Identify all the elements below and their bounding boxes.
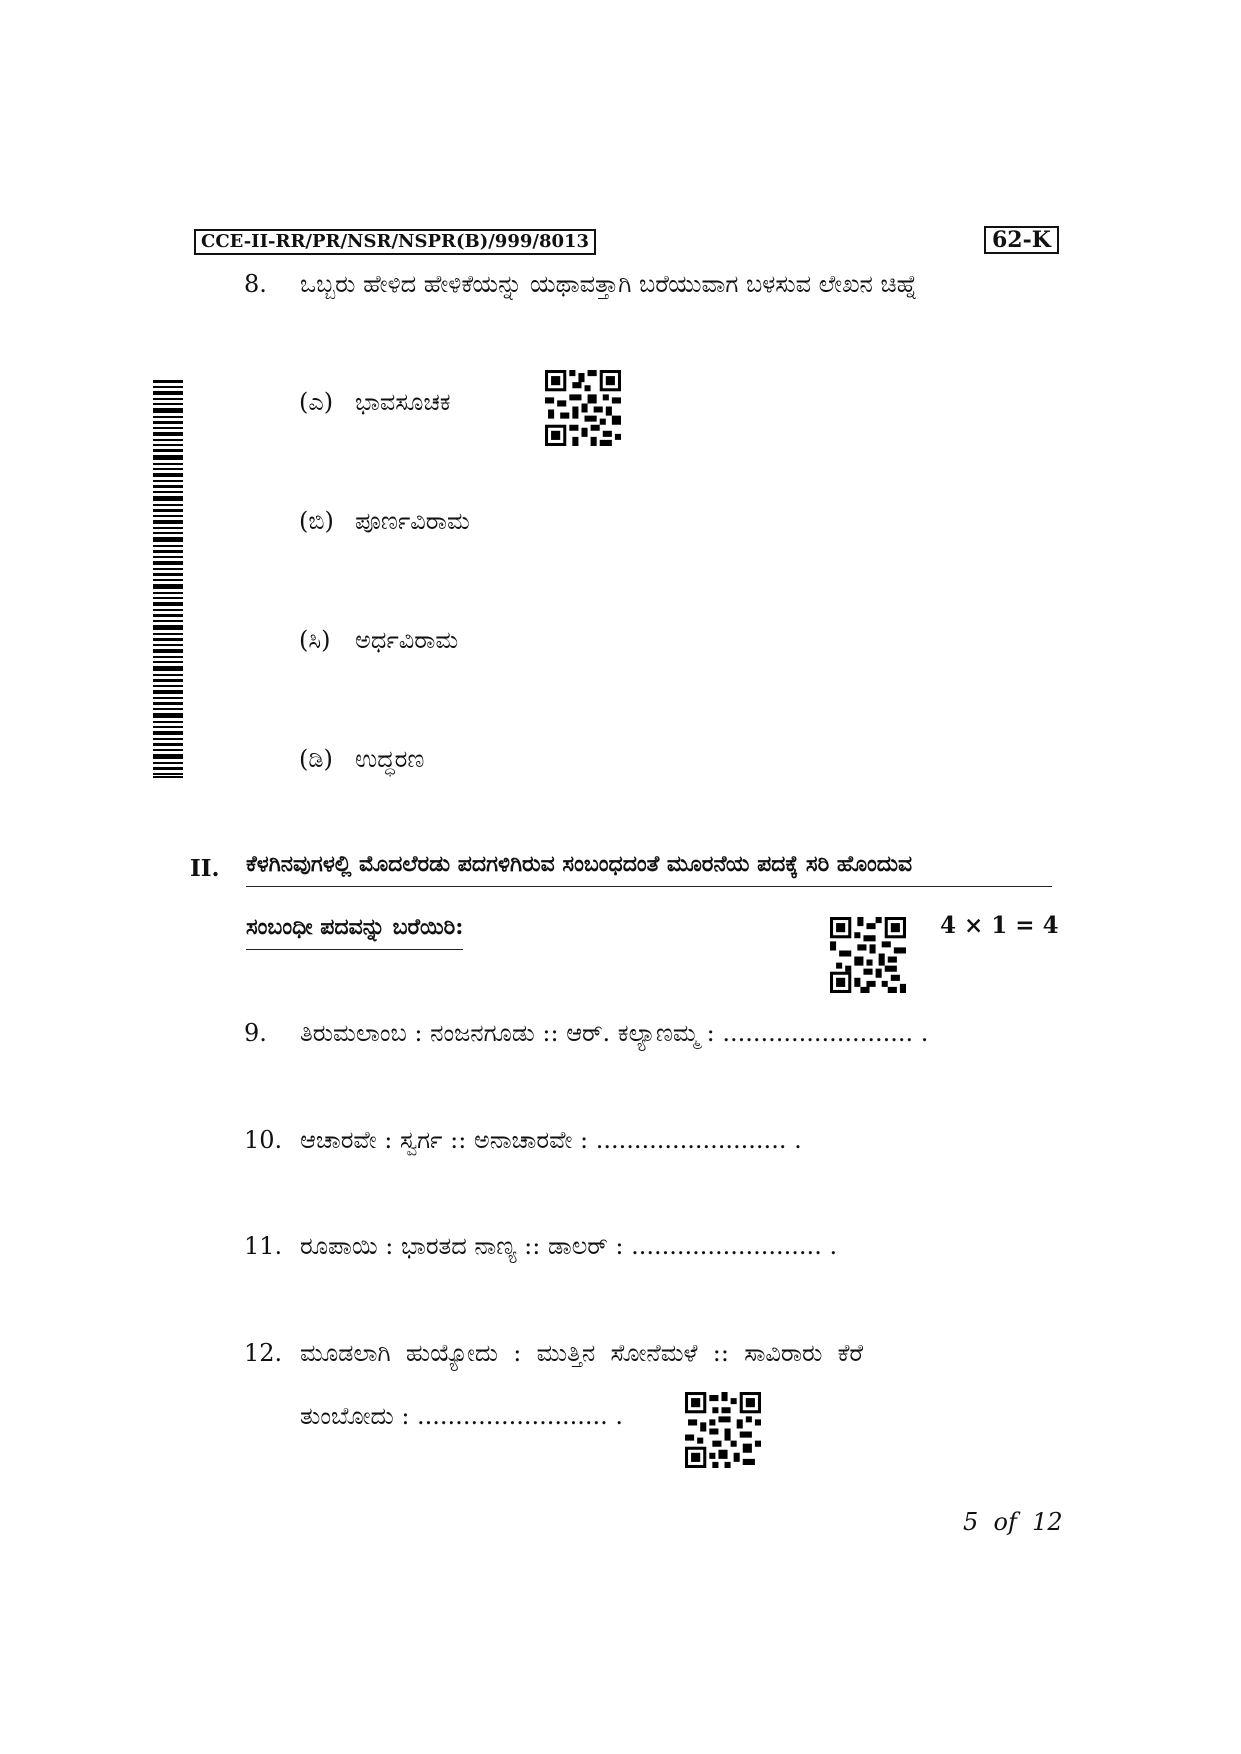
question-text: ಒಬ್ಬರು ಹೇಳಿದ ಹೇಳಿಕೆಯನ್ನು ಯಥಾವತ್ತಾಗಿ ಬರೆಯುವಾಗ ಬಳಸುವ ಲೇಖನ ಚಿಹ್ನೆ bbox=[300, 270, 918, 298]
option-label: (ಡಿ) bbox=[299, 745, 333, 773]
question-paper-code: CCE-II-RR/PR/NSR/NSPR(B)/999/8013 bbox=[194, 229, 596, 255]
question-number: 10. bbox=[244, 1126, 283, 1154]
barcode-icon bbox=[153, 380, 183, 778]
option-label: (ಎ) bbox=[299, 388, 334, 416]
question-number: 11. bbox=[244, 1232, 283, 1260]
question-number: 12. bbox=[244, 1339, 283, 1367]
qr-code-icon bbox=[685, 1392, 761, 1468]
question-8 bbox=[244, 268, 917, 300]
question-text: ರೂಪಾಯಿ : ಭಾರತದ ನಾಣ್ಯ :: ಡಾಲರ್ : ......................... . bbox=[300, 1232, 838, 1260]
question-10 bbox=[244, 1124, 802, 1156]
section-marks: 4 × 1 = 4 bbox=[940, 912, 1059, 939]
qr-code-icon bbox=[545, 370, 621, 446]
section-instruction-line2: ಸಂಬಂಧೀ ಪದವನ್ನು ಬರೆಯಿರಿ: bbox=[246, 914, 463, 950]
option-label: (ಬಿ) bbox=[299, 507, 334, 535]
paper-code-badge: 62-K bbox=[984, 226, 1059, 254]
page-number: 5 of 12 bbox=[963, 1508, 1063, 1536]
question-12 bbox=[244, 1337, 863, 1369]
option-text: ಉದ್ಧರಣ bbox=[355, 745, 425, 773]
question-12-continuation: ತುಂಬೋದು : ......................... . bbox=[300, 1402, 624, 1430]
option-b bbox=[299, 505, 470, 537]
question-text: ಮೂಡಲಾಗಿ ಹುಯ್ಯೋದು : ಮುತ್ತಿನ ಸೋನೆಮಳೆ :: ಸಾವಿರಾರು ಕೆರೆ bbox=[300, 1339, 864, 1367]
question-9 bbox=[244, 1017, 928, 1049]
option-text: ಭಾವಸೂಚಕ bbox=[355, 388, 451, 416]
option-a bbox=[299, 386, 451, 418]
question-text: ತಿರುಮಲಾಂಬ : ನಂಜನಗೂಡು :: ಆರ್. ಕಲ್ಯಾಣಮ್ಮ : ......................... . bbox=[300, 1019, 929, 1047]
option-label: (ಸಿ) bbox=[299, 626, 331, 654]
option-c bbox=[299, 624, 458, 656]
option-text: ಪೂರ್ಣವಿರಾಮ bbox=[355, 507, 470, 535]
option-d bbox=[299, 743, 424, 775]
question-11 bbox=[244, 1230, 837, 1262]
question-number: 9. bbox=[244, 1019, 267, 1047]
question-text: ಆಚಾರವೇ : ಸ್ವರ್ಗ :: ಅನಾಚಾರವೇ : ......................... . bbox=[300, 1126, 802, 1154]
section-instruction-line1: ಕೆಳಗಿನವುಗಳಲ್ಲಿ ಮೊದಲೆರಡು ಪದಗಳಿಗಿರುವ ಸಂಬಂಧದಂತೆ ಮೂರನೆಯ ಪದಕ್ಕೆ ಸರಿ ಹೊಂದುವ bbox=[246, 851, 1052, 887]
section-numeral: II. bbox=[190, 855, 220, 882]
qr-code-icon bbox=[830, 917, 906, 993]
option-text: ಅರ್ಧವಿರಾಮ bbox=[355, 626, 459, 654]
question-number: 8. bbox=[244, 270, 267, 298]
